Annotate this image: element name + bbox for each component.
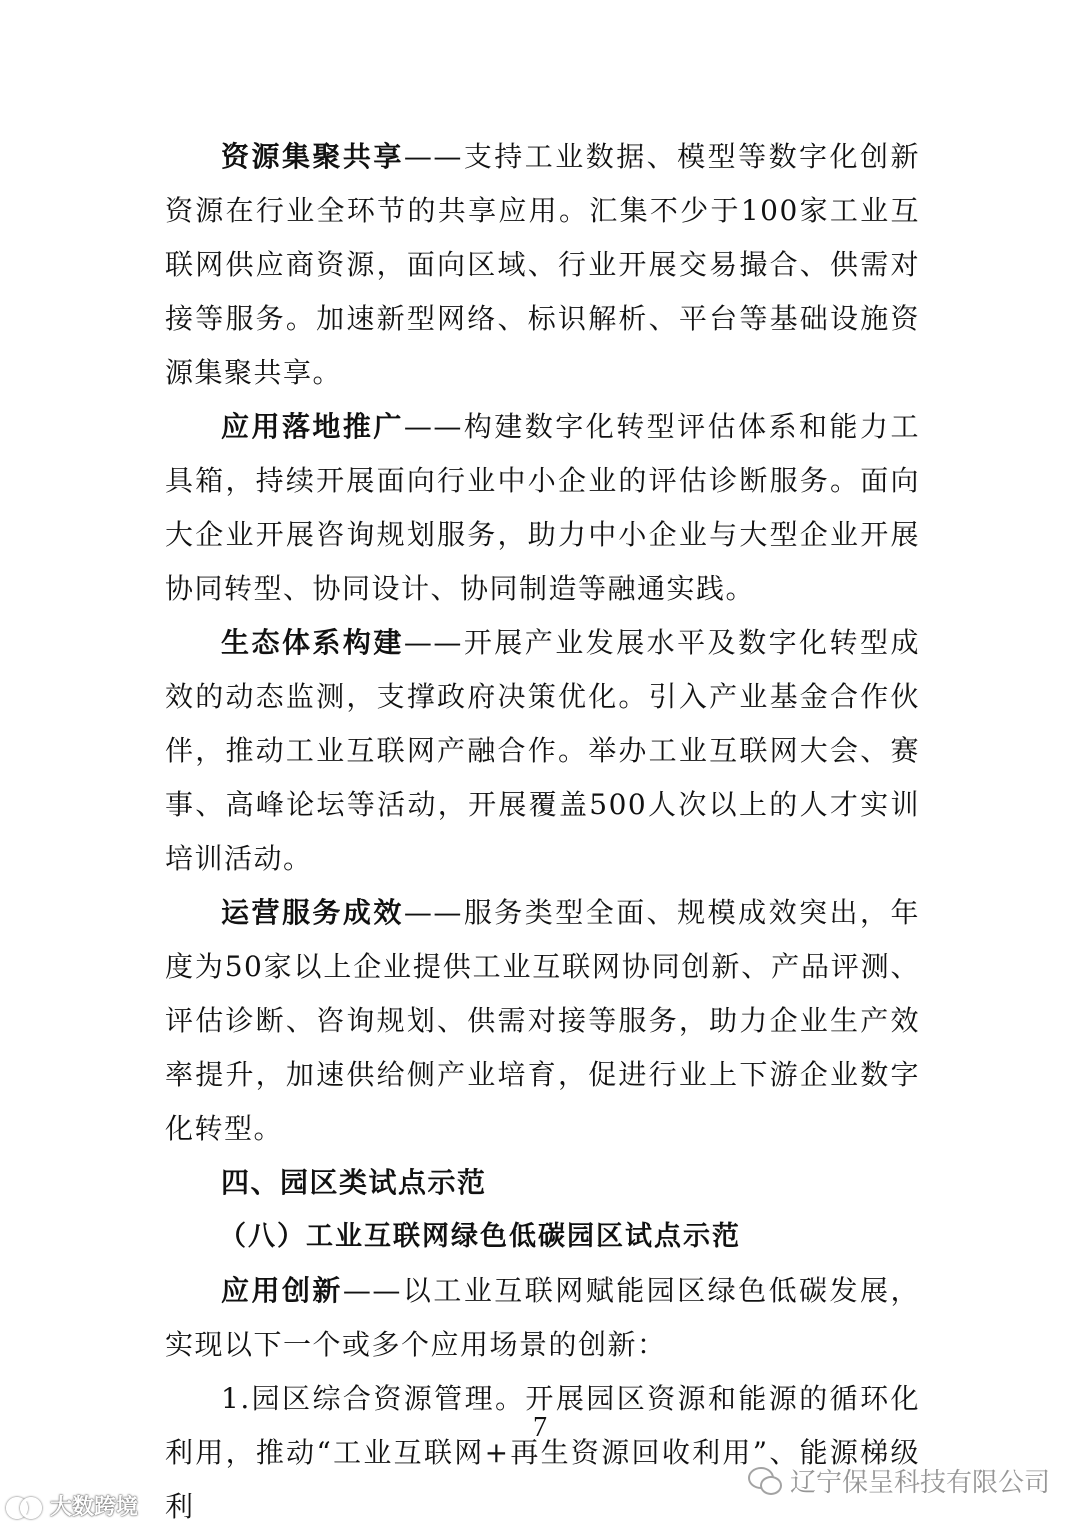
paragraph-resource-management	[165, 1372, 920, 1534]
paragraph-text: ——支持工业数据、模型等数字化创新资源在行业全环节的共享应用。汇集不少于100家工业互联网供应商资源，面向区域、行业开展交易撮合、供需对接等服务。加速新型网络、标识解析、平台等基础设施资源集聚共享。	[165, 140, 920, 389]
document-body	[165, 130, 920, 1534]
paragraph-lead: 运营服务成效	[221, 896, 404, 929]
sub-heading: （八）工业互联网绿色低碳园区试点示范	[219, 1221, 741, 1252]
paragraph-text: ——以工业互联网赋能园区绿色低碳发展，实现以下一个或多个应用场景的创新：	[165, 1274, 920, 1361]
paragraph-lead: 资源集聚共享	[221, 140, 404, 173]
wechat-icon	[748, 1467, 782, 1495]
paragraph-lead: 应用落地推广	[221, 410, 404, 443]
paragraph-text: ——构建数字化转型评估体系和能力工具箱，持续开展面向行业中小企业的评估诊断服务。面向大企业开展咨询规划服务，助力中小企业与大型企业开展协同转型、协同设计、协同制造等融通实践。	[165, 410, 920, 605]
paragraph-application-promotion	[165, 400, 920, 616]
paragraph-resource-sharing	[165, 130, 920, 400]
paragraph-text: ——服务类型全面、规模成效突出，年度为50家以上企业提供工业互联网协同创新、产品评测、评估诊断、咨询规划、供需对接等服务，助力企业生产效率提升，加速供给侧产业培育，促进行业上下游企业数字化转型。	[165, 896, 920, 1145]
paragraph-ecosystem	[165, 616, 920, 886]
paragraph-application-innovation	[165, 1264, 920, 1372]
paragraph-lead: 生态体系构建	[221, 626, 404, 659]
brand-logo-icon	[6, 1495, 46, 1517]
section-heading: 四、园区类试点示范	[221, 1166, 487, 1199]
watermark-brand-name: 大数跨境	[50, 1495, 139, 1520]
wechat-watermark	[748, 1462, 1050, 1499]
paragraph-lead: 应用创新	[221, 1274, 343, 1307]
source-watermark	[6, 1490, 138, 1521]
paragraph-text: 1.园区综合资源管理。开展园区资源和能源的循环化利用，推动“工业互联网+再生资源回收利用”、能源梯级利	[165, 1382, 920, 1523]
paragraph-operation-results	[165, 886, 920, 1156]
page-number: 7	[533, 1412, 547, 1443]
watermark-company-name: 辽宁保呈科技有限公司	[789, 1468, 1050, 1498]
paragraph-text: ——开展产业发展水平及数字化转型成效的动态监测，支撑政府决策优化。引入产业基金合作伙伴，推动工业互联网产融合作。举办工业互联网大会、赛事、高峰论坛等活动，开展覆盖500人次以上的人才实训培训活动。	[165, 626, 920, 875]
